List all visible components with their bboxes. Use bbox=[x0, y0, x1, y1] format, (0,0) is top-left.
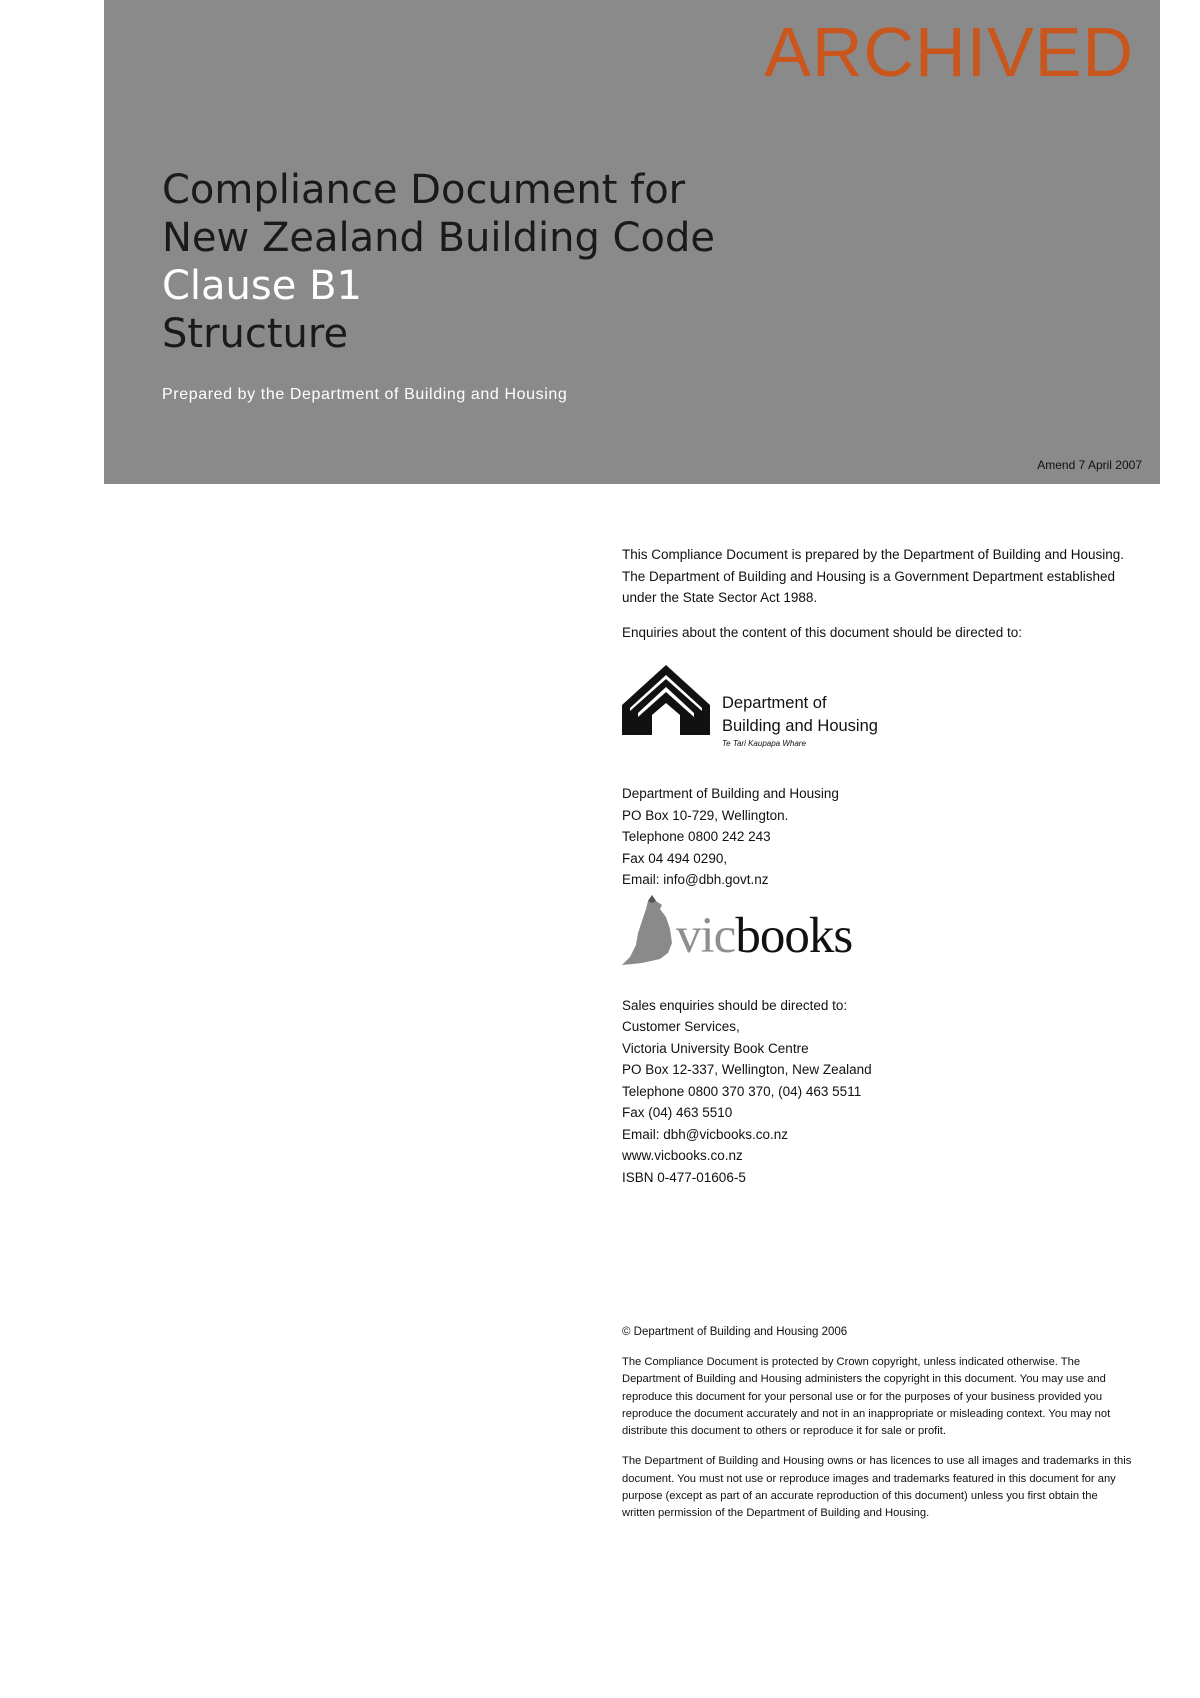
vicbooks-wordmark bbox=[676, 907, 852, 965]
bird-logo-icon bbox=[622, 893, 678, 965]
vicbooks-word-vic: vic bbox=[676, 907, 736, 964]
intro-paragraph: This Compliance Document is prepared by the Department of Building and Housing. The Department of Building and Housing is a Government Department established under the State Sector Act 1988. bbox=[622, 547, 1125, 605]
address-line: Telephone 0800 242 243 bbox=[622, 829, 771, 844]
dbh-logo-line-2: Building and Housing bbox=[722, 717, 878, 735]
address-line: PO Box 10-729, Wellington. bbox=[622, 807, 789, 823]
dbh-logo bbox=[622, 665, 1132, 755]
amendment-note: Amend 7 April 2007 bbox=[1037, 458, 1142, 472]
trademark-paragraph: The Department of Building and Housing owns or has licences to use all images and trademarks in this document. You must not use or reproduce images and trademarks featured in this document for any purpose (except as part of an accurate reproduction of this document) unless you first obtain the written permission of the Department of Building and Housing. bbox=[622, 1455, 1132, 1520]
sales-line: PO Box 12-337, Wellington, New Zealand bbox=[622, 1062, 872, 1077]
copyright-paragraph: The Compliance Document is protected by Crown copyright, unless indicated otherwise. The Department of Building and Housing administers the copyright in this document. You may use and reproduce this document for your personal use or for the purposes of your business provided you reproduce the document accurately and not in an inappropriate or misleading context. You may not distribute this document to others or reproduce it for sale or profit. bbox=[622, 1356, 1111, 1438]
title-line-2: New Zealand Building Code bbox=[162, 215, 715, 261]
address-line: Email: info@dbh.govt.nz bbox=[622, 872, 769, 887]
dbh-address bbox=[622, 783, 1132, 891]
cover-banner bbox=[104, 0, 1160, 484]
clause-name: Structure bbox=[162, 311, 349, 357]
imprint-column bbox=[622, 544, 1132, 1536]
prepared-by-line: Prepared by the Department of Building and Housing bbox=[162, 386, 568, 403]
vicbooks-word-books: books bbox=[735, 907, 853, 964]
sales-line: Email: dbh@vicbooks.co.nz bbox=[622, 1126, 789, 1142]
address-line: Fax 04 494 0290, bbox=[622, 850, 728, 866]
enquiries-line: Enquiries about the content of this document should be directed to: bbox=[622, 624, 1023, 640]
sales-line: Sales enquiries should be directed to: bbox=[622, 997, 848, 1013]
dbh-logo-maori-name: Te Tari Kaupapa Whare bbox=[722, 739, 806, 748]
copyright-line: © Department of Building and Housing 2006 bbox=[622, 1326, 848, 1338]
house-roof-logo-icon bbox=[622, 665, 710, 735]
clause-label: Clause B1 bbox=[162, 263, 362, 309]
address-line: Department of Building and Housing bbox=[622, 786, 839, 801]
sales-contact bbox=[622, 995, 1132, 1167]
dbh-logo-line-1: Department of bbox=[722, 694, 827, 712]
isbn: ISBN 0-477-01606-5 bbox=[622, 1169, 746, 1185]
vicbooks-logo bbox=[622, 891, 1132, 965]
archived-stamp: ARCHIVED bbox=[764, 13, 1134, 91]
sales-line: Victoria University Book Centre bbox=[622, 1040, 809, 1056]
sales-line: www.vicbooks.co.nz bbox=[622, 1148, 743, 1163]
title-line-1: Compliance Document for bbox=[162, 167, 686, 213]
dbh-logo-text bbox=[722, 665, 878, 750]
sales-line: Customer Services, bbox=[622, 1019, 740, 1034]
sales-line: Fax (04) 463 5510 bbox=[622, 1105, 733, 1120]
sales-line: Telephone 0800 370 370, (04) 463 5511 bbox=[622, 1083, 862, 1099]
document-title bbox=[162, 166, 715, 358]
